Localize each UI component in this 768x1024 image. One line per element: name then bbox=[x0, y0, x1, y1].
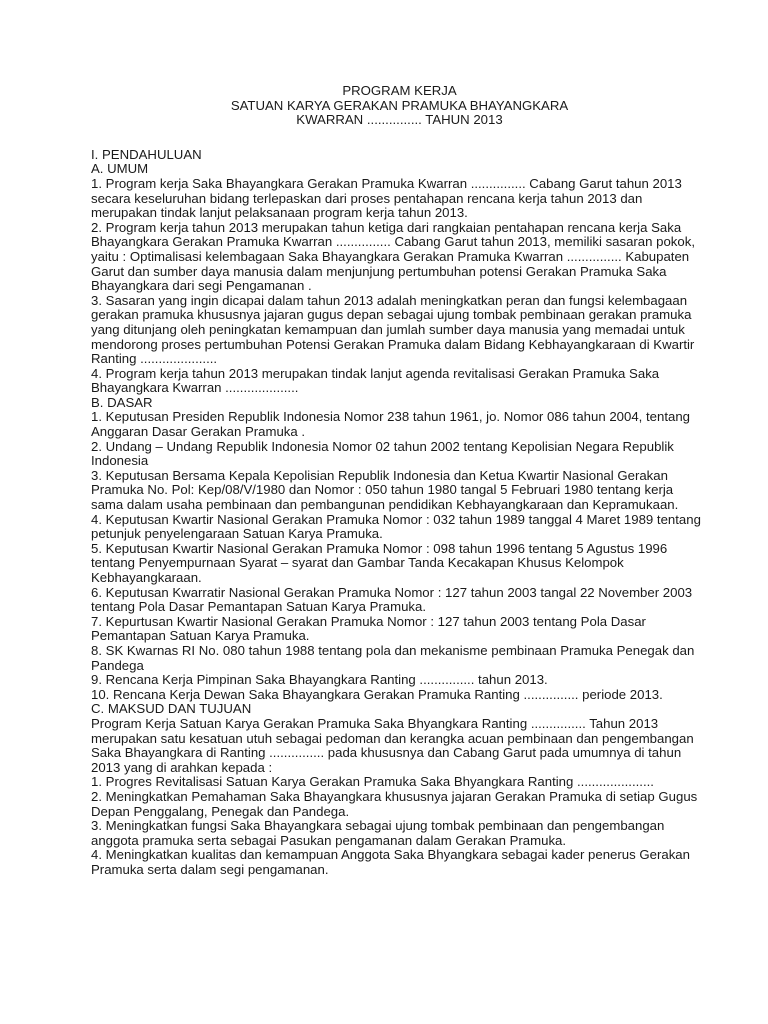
chapter-pendahuluan bbox=[91, 148, 708, 163]
list-item: 2. Undang – Undang Republik Indonesia Nomor 02 tahun 2002 tentang Kepolisian Negara Republik Indonesia bbox=[91, 438, 674, 469]
list-item: 1. Keputusan Presiden Republik Indonesia Nomor 238 tahun 1961, jo. Nomor 086 tahun 2004, tentang Anggaran Dasar Gerakan Pramuka . bbox=[91, 409, 690, 440]
list-item: 1. Program kerja Saka Bhayangkara Gerakan Pramuka Kwarran ............... Cabang Garut tahun 2013 secara keseluruhan bidang terlepaskan dari proses pentahapan rencana kerja tahun 2013 dan merupakan tindak lanjut pelaksanaan program kerja tahun 2013. bbox=[91, 175, 682, 221]
list-item: 4. Program kerja tahun 2013 merupakan tindak lanjut agenda revitalisasi Gerakan Pramuka Saka Bhayangkara Kwarran .................... bbox=[91, 365, 660, 396]
list-item: 2. Meningkatkan Pemahaman Saka Bhayangkara khususnya jajaran Gerakan Pramuka di setiap Gugus Depan Penggalang, Penegak dan Pandega. bbox=[91, 788, 698, 819]
section-maksud-tujuan bbox=[91, 702, 708, 877]
section-heading: B. DASAR bbox=[91, 394, 153, 410]
list-item: 6. Keputusan Kwarratir Nasional Gerakan Pramuka Nomor : 127 tahun 2003 tangal 22 November 2003 tentang Pola Dasar Pemantapan Satuan Karya Pramuka. bbox=[91, 584, 693, 615]
document-title bbox=[91, 84, 708, 128]
list-item: 4. Keputusan Kwartir Nasional Gerakan Pramuka Nomor : 032 tahun 1989 tanggal 4 Maret 1989 tentang petunjuk penyelengaraan Satuan Karya Pramuka. bbox=[91, 511, 701, 542]
section-heading: A. UMUM bbox=[91, 161, 149, 177]
list-item: 8. SK Kwarnas RI No. 080 tahun 1988 tentang pola dan mekanisme pembinaan Pramuka Penegak dan Pandega bbox=[91, 642, 695, 673]
list-item: 3. Sasaran yang ingin dicapai dalam tahun 2013 adalah meningkatkan peran dan fungsi kelembagaan gerakan pramuka khususnya jajaran gugus depan sebagai ujung tombak pembinaan gerakan pramuka yang ditunjang oleh peningkatan kemampuan dan jumlah sumber daya manusia yang memadai untuk mendorong proses pertumbuhan Potensi Gerakan Pramuka dalam Bidang Kebhayangkaraan di Kwartir Ranting ..................... bbox=[91, 292, 695, 367]
section-intro: Program Kerja Satuan Karya Gerakan Pramuka Saka Bhyangkara Ranting ............... Tahun 2013 merupakan satu kesatuan utuh sebagai pedoman dan kerangka acuan pembinaan dan pengembangan Saka Bhayangkara di Ranting ............... pada khususnya dan Cabang Garut pada umumnya di tahun 2013 yang di arahkan kepada : bbox=[91, 715, 694, 775]
list-item: 10. Rencana Kerja Dewan Saka Bhayangkara Gerakan Pramuka Ranting ............... periode 2013. bbox=[91, 686, 663, 702]
list-item: 1. Progres Revitalisasi Satuan Karya Gerakan Pramuka Saka Bhyangkara Ranting ..................... bbox=[91, 774, 654, 790]
title-line-3: KWARRAN ............... TAHUN 2013 bbox=[296, 112, 503, 128]
list-item: 7. Kepurtusan Kwartir Nasional Gerakan Pramuka Nomor : 127 tahun 2003 tentang Pola Dasar Pemantapan Satuan Karya Pramuka. bbox=[91, 613, 646, 644]
title-line-1: PROGRAM KERJA bbox=[342, 83, 457, 98]
list-item: 2. Program kerja tahun 2013 merupakan tahun ketiga dari rangkaian pentahapan rencana kerja Saka Bhayangkara Gerakan Pramuka Kwarran ............... Cabang Garut tahun 2013, memiliki sasaran pokok, yaitu : Optimalisasi kelembagaan Saka Bhayangkara Gerakan Pramuka Kwarran ............... Kabupaten Garut dan sumber daya manusia dalam menjunjung pertumbuhan potensi Gerakan Pramuka Saka Bhayangkara dari segi Pengamanan . bbox=[91, 219, 695, 294]
section-umum bbox=[91, 162, 708, 396]
list-item: 3. Meningkatkan fungsi Saka Bhayangkara sebagai ujung tombak pembinaan dan pengembangan anggota pramuka serta sebagai Pasukan pengamanan dalam Gerakan Pramuka. bbox=[91, 818, 665, 848]
title-line-2: SATUAN KARYA GERAKAN PRAMUKA BHAYANGKARA bbox=[230, 97, 569, 113]
section-dasar bbox=[91, 396, 708, 702]
list-item: 3. Keputusan Bersama Kepala Kepolisian Republik Indonesia dan Ketua Kwartir Nasional Gerakan Pramuka No. Pol: Kep/08/V/1980 dan Nomor : 050 tahun 1980 tangal 5 Februari 1980 tentang kerja sama dalam usaha pembinaan dan pembangunan pendidikan Kebhayangkaraan dan Kepramukaan. bbox=[91, 467, 679, 513]
list-item: 9. Rencana Kerja Pimpinan Saka Bhayangkara Ranting ............... tahun 2013. bbox=[91, 672, 548, 688]
list-item: 4. Meningkatkan kualitas dan kemampuan Anggota Saka Bhyangkara sebagai kader penerus Gerakan Pramuka serta dalam segi pengamanan. bbox=[91, 847, 690, 877]
list-item: 5. Keputusan Kwartir Nasional Gerakan Pramuka Nomor : 098 tahun 1996 tentang 5 Agustus 1996 tentang Penyempurnaan Syarat – syarat dan Gambar Tanda Kecakapan Khusus Kelompok Kebhayangkaraan. bbox=[91, 540, 668, 585]
section-heading: C. MAKSUD DAN TUJUAN bbox=[91, 701, 252, 717]
chapter-heading: I. PENDAHULUAN bbox=[91, 146, 202, 162]
